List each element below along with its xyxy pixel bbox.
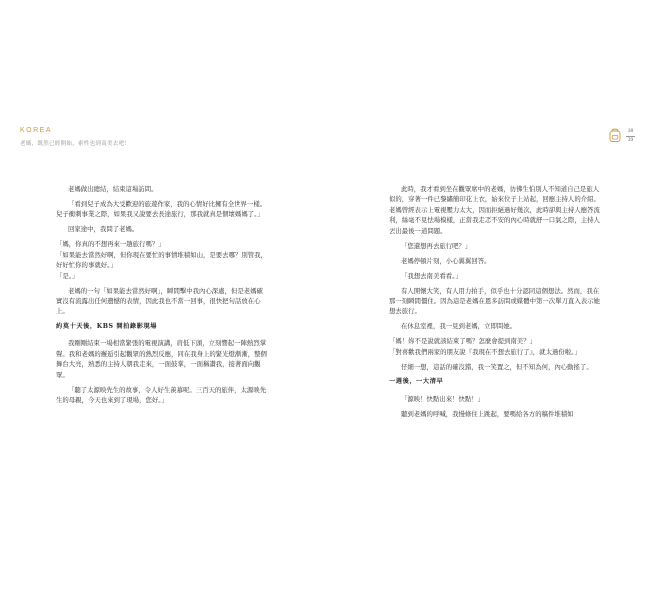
paragraph: 回家途中，我問了老媽。	[68, 225, 139, 234]
paragraph: 我剛剛結束一場相當緊張的電視演講，肩低下頭，立刻響起一陣熱烈掌聲。我和老媽的邂逅引起觀眾的熱烈反應，同在我身上的緊光燈漸漸，整個舞台大亮，熟悉的主持人朝我走來，一面鼓掌，一面稱讚我，接著面向觀眾。	[56, 339, 267, 379]
paragraph: 「我想去南美看看。」	[401, 271, 462, 280]
left-text-column	[56, 184, 269, 410]
paragraph: 「您還想再去旅行吧？」	[401, 241, 472, 250]
backpack-icon	[608, 127, 622, 143]
page-number-left: 38	[627, 128, 634, 134]
dialogue-line: 「是。」	[56, 271, 79, 280]
dialogue-line: 「如果能去當然好啊，但你現在要忙的事情堆積如山，是要去哪？別管我，好好忙你的事就好。」	[56, 250, 267, 270]
section-heading: 約莫十天後，KBS 開拍錄影現場	[56, 322, 158, 330]
dialogue-block	[56, 239, 269, 281]
paragraph: 仔細一想，這話的確沒錯，我一笑置之，但不知為何，內心動搖了。	[401, 362, 593, 371]
dialogue-line: 「媽！妳不是說就該結束了嗎？怎麼會提到南美？」	[389, 337, 536, 346]
section-heading: 一週後，一大清早	[389, 378, 444, 386]
dialogue-line: 「對喜歡我們兩家的朋友說『我現在不想去旅行了』，就太過份啦。」	[389, 347, 581, 356]
page-number-right: 39	[627, 137, 634, 143]
page-numbers	[626, 128, 635, 144]
right-text-column	[389, 184, 602, 424]
paragraph: 「聽了太源映先生的故事，令人好生羨慕呢。三百天的旅伴，太源映先生的母親，今天也來到了現場，您好。」	[56, 385, 267, 405]
paragraph: 「看到兒子成為大受歡迎的旅遊作家，我的心情好比擁有全世界一樣。兒子衝刺事業之際，如果我又說要去長途旅行，那我就真是個壞媽媽了。」	[56, 200, 267, 219]
paragraph: 老媽停頓片刻，小心翼翼回答。	[401, 256, 491, 265]
paragraph: 此時，我才看到坐在觀眾席中的老媽，彷彿生怕別人不知道自己是旅人似的，穿著一件已黎繡簡印花上衣，始來位子上站起，回應主持人的介紹。老媽曾經表示上電視壓力太大，因而拒絕過好幾次，此時卻與主持人應答流利，絲毫不見怯場模樣，正當我走忑不安的內心時就舒一口氣之際，主持人丟出最後一道問題。	[389, 185, 600, 235]
section-brand: KOREA	[20, 127, 53, 134]
paragraph: 在休息室裡，我一見到老媽，立即問她。	[401, 322, 517, 331]
paragraph: 有人開懷大笑，有人用力拍手，似乎也十分認同這個想法。然而，我在那一刻瞬間僵住。因為這是老媽在恩多訪問或媒體中第一次單刀直入表示她想去旅行。	[389, 286, 600, 316]
paragraph: 老媽的一句「如果能去當然好啊」，瞬間擊中我內心深處，但是老媽確實沒有流露出任何遺憾的表情，因此我也不當一回事，很快把句話放在心上。	[56, 286, 263, 316]
chapter-subtitle: 老媽，既然已經開始，索性也到南美去吧！	[20, 141, 131, 147]
dialogue-line: 「媽，你真的不想再來一趟旅行嗎？」	[56, 240, 165, 249]
dialogue-block	[389, 336, 602, 357]
paragraph: 「源映！快點出來！快點！」	[401, 394, 485, 403]
paragraph: 聽到老媽的呼喊，我慢條住上跳起，要嗎給各方的稿件堆積如	[401, 409, 574, 418]
paragraph: 老媽做出總結，結束這場訪問。	[68, 185, 158, 193]
